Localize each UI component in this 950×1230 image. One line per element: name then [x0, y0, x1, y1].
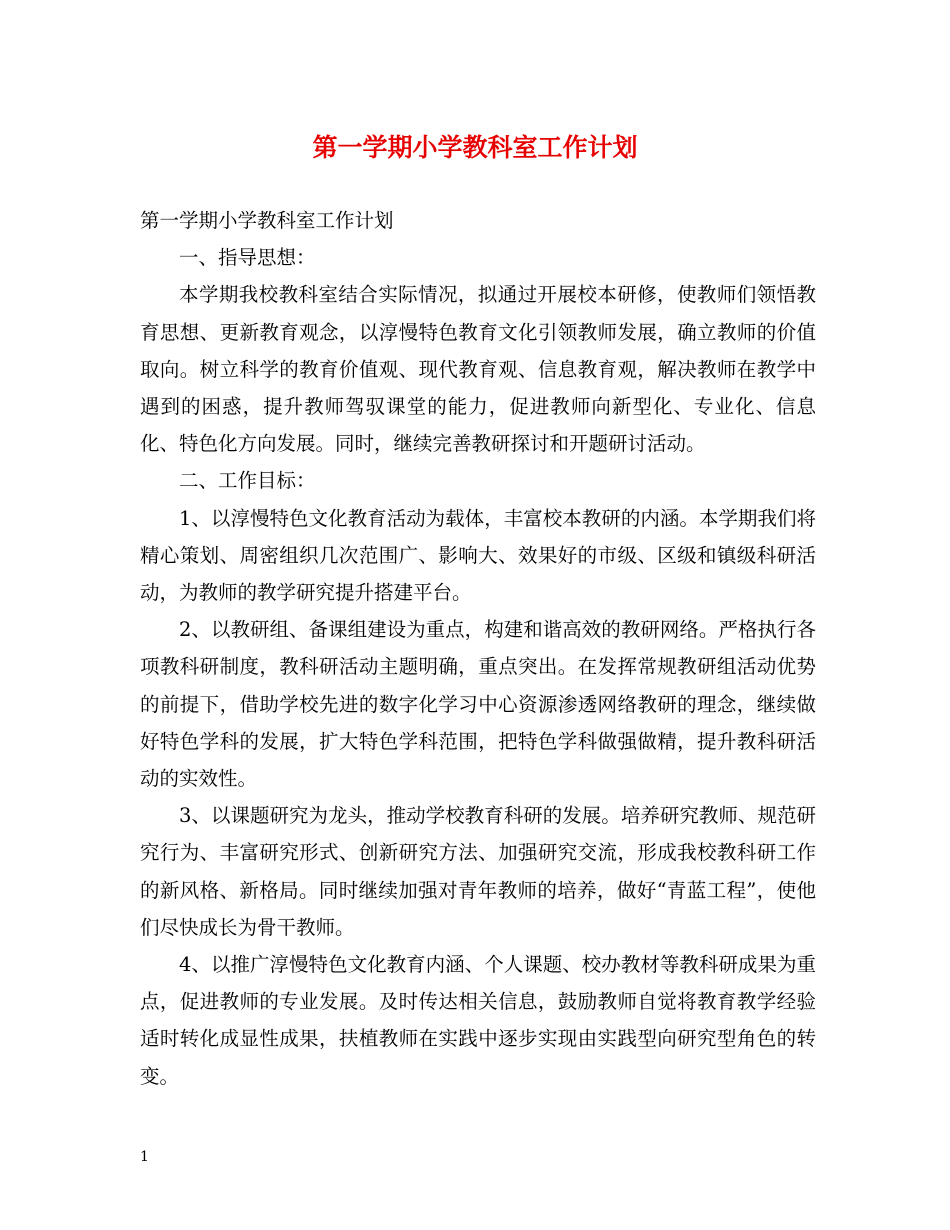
document-body: [140, 202, 816, 1095]
section-heading-work-goals: 二、工作目标：: [179, 469, 316, 493]
page-number: 1: [140, 1149, 149, 1165]
paragraph-guiding-ideology: 本学期我校教科室结合实际情况，拟通过开展校本研修，使教师们领悟教育思想、更新教育观念，以淳慢特色教育文化引领教师发展，确立教师的价值取向。树立科学的教育价值观、现代教育观、信息教育观，解决教师在教学中遇到的困惑，提升教师驾驭课堂的能力，促进教师向新型化、专业化、信息化、特色化方向发展。同时，继续完善教研探讨和开题研讨活动。: [140, 283, 816, 456]
paragraph-goal-2: 2、以教研组、备课组建设为重点，构建和谐高效的教研网络。严格执行各项教科研制度，教科研活动主题明确，重点突出。在发挥常规教研组活动优势的前提下，借助学校先进的数字化学习中心资源渗透网络教研的理念，继续做好特色学科的发展，扩大特色学科范围，把特色学科做强做精，提升教科研活动的实效性。: [140, 618, 816, 791]
document-title: 第一学期小学教科室工作计划: [312, 133, 638, 162]
paragraph-goal-4: 4、以推广淳慢特色文化教育内涵、个人课题、校办教材等教科研成果为重点，促进教师的专业发展。及时传达相关信息，鼓励教师自觉将教育教学经验适时转化成显性成果，扶植教师在实践中逐步实现由实践型向研究型角色的转变。: [140, 953, 816, 1088]
document-subtitle: 第一学期小学教科室工作计划: [140, 209, 394, 232]
paragraph-goal-3: 3、以课题研究为龙头，推动学校教育科研的发展。培养研究教师、规范研究行为、丰富研究形式、创新研究方法、加强研究交流，形成我校教科研工作的新风格、新格局。同时继续加强对青年教师的培养，做好“青蓝工程”，使他们尽快成长为骨干教师。: [140, 804, 816, 939]
paragraph-goal-1: 1、以淳慢特色文化教育活动为载体，丰富校本教研的内涵。本学期我们将精心策划、周密组织几次范围广、影响大、效果好的市级、区级和镇级科研活动，为教师的教学研究提升搭建平台。: [140, 506, 816, 605]
section-heading-guiding-ideology: 一、指导思想：: [179, 246, 316, 270]
